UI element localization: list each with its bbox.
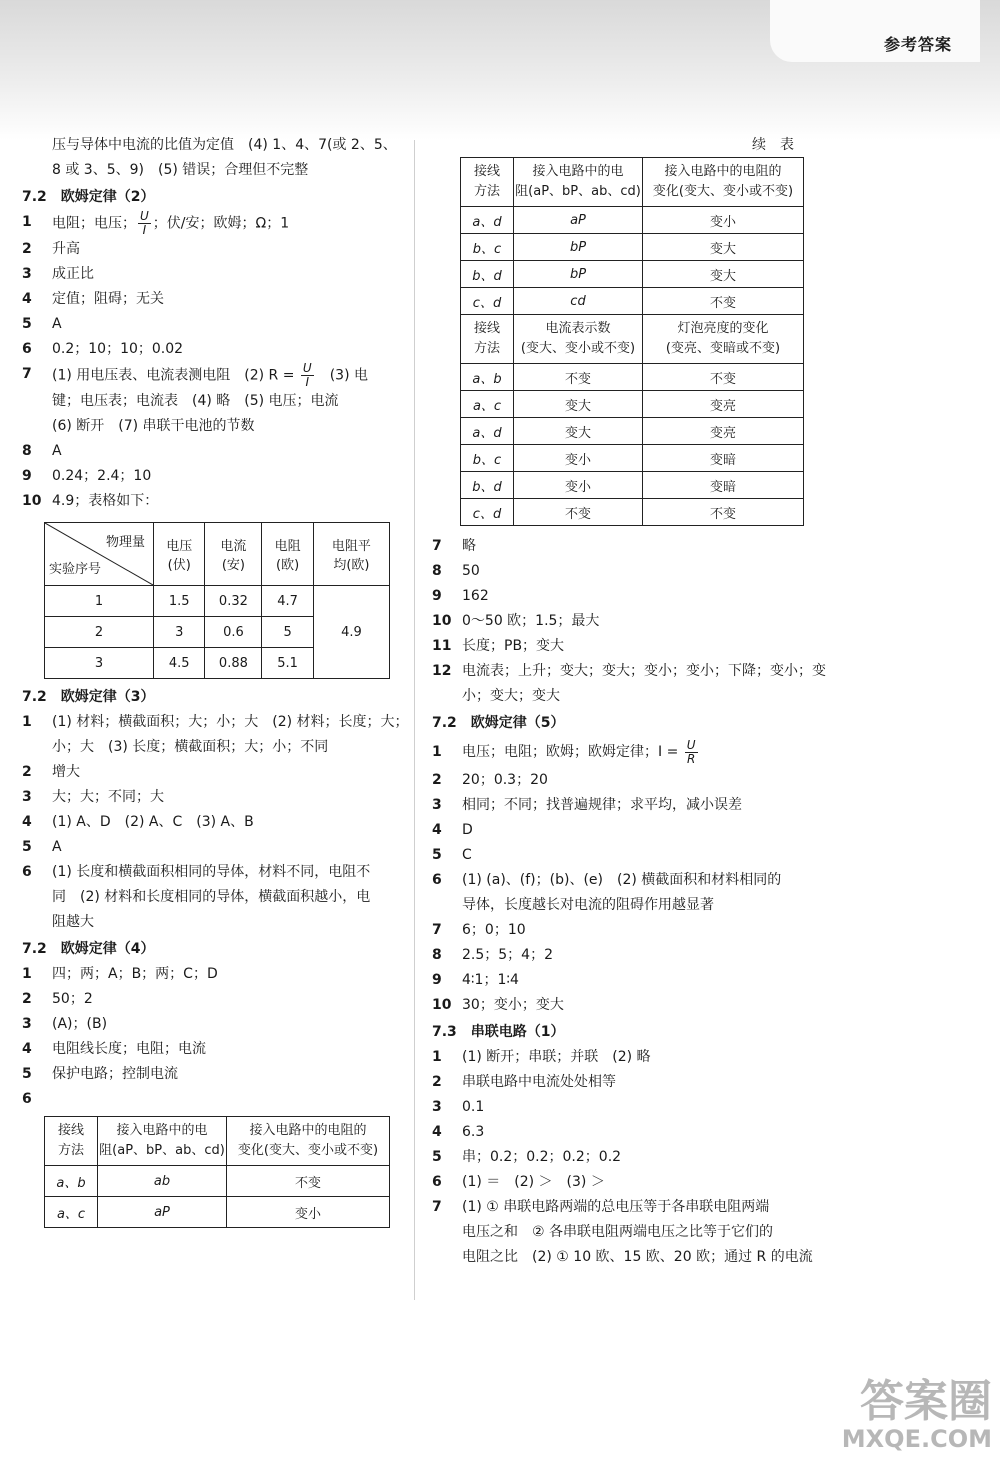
answer-item: 5 A [22, 316, 62, 332]
answer-item: 11 长度；PB；变大 [432, 638, 565, 654]
answer-item: 7 (1) ① 串联电路两端的总电压等于各串联电阻两端 [432, 1199, 770, 1215]
item-text: 电阻；电压； $\frac{U}{I}$ ；伏/安；欧姆；Ω；1 [52, 209, 290, 237]
section-title: 7.2 欧姆定律（3） [22, 689, 155, 705]
table-row: 3 4.5 0.88 5.1 [45, 648, 390, 679]
table-header: 接线 方法 [461, 158, 514, 207]
answer-item: 3 0.1 [432, 1099, 485, 1115]
page-header-title: 参考答案 [883, 35, 952, 54]
table-header: 接入电路中的电 阻(aP、bP、ab、cd) [98, 1117, 227, 1166]
answer-item: 4 D [432, 822, 473, 838]
answer-item: 2 升高 [22, 241, 80, 257]
item-continuation: 电阻之比 (2) ① 10 欧、15 欧、20 欧；通过 R 的电流 [462, 1249, 813, 1265]
answer-item: 10 0～50 欧；1.5；最大 [432, 613, 600, 629]
table-row: c、d cd 不变 [461, 288, 804, 315]
answer-item [22, 210, 400, 237]
table-row: 1 1.5 0.32 4.7 4.9 [45, 586, 390, 617]
answer-item: 2 串联电路中电流处处相等 [432, 1074, 616, 1090]
table-row: 2 3 0.6 5 [45, 617, 390, 648]
section-title: 7.2 欧姆定律（2） [22, 189, 155, 205]
table-row: b、c bP 变大 [461, 234, 804, 261]
item-continuation: 电压之和 ② 各串联电阻两端电压之比等于它们的 [462, 1224, 773, 1240]
table-header: 电压 (伏) [154, 523, 205, 586]
answer-item: 4 6.3 [432, 1124, 485, 1140]
answer-item: 1 电压；电阻；欧姆；欧姆定律；I = $\frac{U}{R}$ [432, 737, 696, 766]
answer-item: 1 (1) 材料；横截面积；大；小；大 (2) 材料；长度；大； [22, 714, 409, 730]
answer-item: 6 (1) (a)、(f)；(b)、(e) (2) 横截面积和材料相同的 [432, 872, 782, 888]
item-continuation: 同 (2) 材料和长度相同的导体，横截面积越小，电 [52, 889, 371, 905]
answer-item: 3 (A)；(B) [22, 1016, 108, 1032]
answer-item: 8 A [22, 443, 62, 459]
watermark-logo: 答案圈 [860, 1376, 992, 1427]
answer-item: 5 保护电路；控制电流 [22, 1066, 178, 1082]
table-header: 接线 方法 [461, 315, 514, 364]
table-row: a、c 变大 变亮 [461, 391, 804, 418]
item-continuation: 小；大 (3) 长度；横截面积；大；小；不同 [52, 739, 329, 755]
answer-item: 2 增大 [22, 764, 80, 780]
table-row: a、c aP 变小 [45, 1197, 390, 1228]
section-title: 7.2 欧姆定律（5） [432, 715, 565, 731]
answer-item: 8 50 [432, 563, 480, 579]
table-row: b、d 变小 变暗 [461, 472, 804, 499]
table-row: a、b 不变 不变 [461, 364, 804, 391]
answer-item: 2 50；2 [22, 991, 93, 1007]
answer-item: 7 (1) 用电压表、电流表测电阻 (2) R = $\frac{U}{I}$ (3) 电 [22, 361, 368, 389]
item-continuation: 导体，长度越长对电流的阻碍作用越显著 [462, 897, 714, 913]
answer-item: 12 电流表；上升；变大；变大；变小；变小；下降；变小；变 [432, 663, 826, 679]
column-divider [414, 140, 415, 1300]
watermark [842, 1378, 992, 1452]
answer-item: 4 电阻线长度；电阻；电流 [22, 1041, 206, 1057]
left-column [22, 133, 409, 1228]
experiment-table [44, 522, 390, 679]
answer-item: 5 串；0.2；0.2；0.2；0.2 [432, 1149, 622, 1165]
table-header: 接入电路中的电 阻(aP、bP、ab、cd) [514, 158, 643, 207]
fraction: $\frac{U}{I}$ [140, 209, 149, 237]
answer-item: 3 大；大；不同；大 [22, 789, 164, 805]
item-continuation: (6) 断开 (7) 串联干电池的节数 [52, 418, 255, 434]
answer-item: 7 6；0；10 [432, 922, 526, 938]
answer-item: 9 4∶1；1∶4 [432, 972, 519, 988]
intro-line: 压与导体中电流的比值为定值 (4) 1、4、7(或 2、5、 [52, 137, 397, 153]
item-continuation: 键；电压表；电流表 (4) 略 (5) 电压；电流 [52, 393, 339, 409]
item-continuation: 小；变大；变大 [462, 688, 560, 704]
section-title: 7.3 串联电路（1） [432, 1024, 565, 1040]
answer-item: 5 C [432, 847, 472, 863]
table-row: a、d aP 变小 [461, 207, 804, 234]
table-row: a、d 变大 变亮 [461, 418, 804, 445]
item-number: 1 [22, 214, 32, 230]
table-header: 电阻平 均(欧) [313, 523, 389, 586]
right-column [432, 133, 826, 1270]
table-row: a、b ab 不变 [45, 1166, 390, 1197]
continued-label: 续 表 [752, 137, 794, 153]
table-header: 电流表示数 (变大、变小或不变) [514, 315, 643, 364]
item-continuation: 阻越大 [52, 914, 94, 930]
table-header: 灯泡亮度的变化 (变亮、变暗或不变) [643, 315, 804, 364]
answer-item: 2 20；0.3；20 [432, 772, 548, 788]
answer-item: 5 A [22, 839, 62, 855]
table-row: b、c 变小 变暗 [461, 445, 804, 472]
answer-item: 1 四；两；A；B；两；C；D [22, 966, 218, 982]
answer-item: 6 0.2；10；10；0.02 [22, 341, 184, 357]
table-header: 接入电路中的电阻的 变化(变大、变小或不变) [643, 158, 804, 207]
fraction: $\frac{U}{I}$ [302, 361, 312, 389]
wiring-table [44, 1116, 390, 1228]
table-header: 电流 (安) [205, 523, 262, 586]
table-header: 接线 方法 [45, 1117, 98, 1166]
answer-item: 3 相同；不同；找普遍规律；求平均，减小误差 [432, 797, 742, 813]
answer-item: 7 略 [432, 538, 476, 554]
answer-item: 8 2.5；5；4；2 [432, 947, 553, 963]
answer-item: 6 (1) 长度和横截面积相同的导体，材料不同，电阻不 [22, 864, 371, 880]
answer-item: 6 [22, 1091, 32, 1107]
wiring-table-continued [460, 157, 804, 526]
fraction: $\frac{U}{R}$ [686, 737, 696, 766]
answer-item: 10 4.9；表格如下： [22, 493, 159, 509]
watermark-url: MXQE.COM [841, 1425, 992, 1453]
answer-item: 4 定值；阻碍；无关 [22, 291, 164, 307]
answer-item: 10 30；变小；变大 [432, 997, 564, 1013]
answer-item: 9 162 [432, 588, 489, 604]
answer-item: 3 成正比 [22, 266, 94, 282]
answer-item: 6 (1) ＝ (2) ＞ (3) ＞ [432, 1174, 605, 1190]
corner-header: 物理量 实验序号 [45, 523, 154, 586]
section-title: 7.2 欧姆定律（4） [22, 941, 155, 957]
answer-item: 9 0.24；2.4；10 [22, 468, 152, 484]
answer-item: 1 (1) 断开；串联；并联 (2) 略 [432, 1049, 651, 1065]
table-header: 接入电路中的电阻的 变化(变大、变小或不变) [227, 1117, 390, 1166]
table-header: 电阻 (欧) [262, 523, 313, 586]
answer-item: 4 (1) A、D (2) A、C (3) A、B [22, 814, 254, 830]
table-row: c、d 不变 不变 [461, 499, 804, 526]
table-row: b、d bP 变大 [461, 261, 804, 288]
intro-line: 8 或 3、5、9) (5) 错误；合理但不完整 [52, 162, 309, 178]
average-cell: 4.9 [313, 586, 389, 679]
